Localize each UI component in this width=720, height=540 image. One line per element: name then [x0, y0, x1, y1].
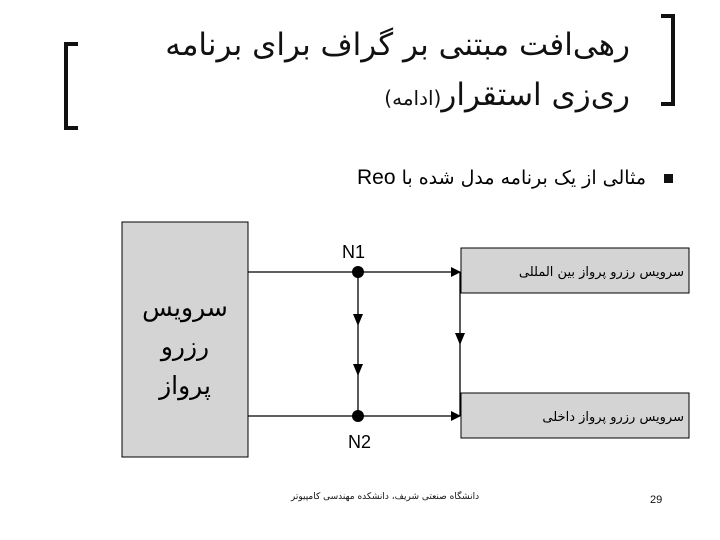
node-n2-dot: [352, 410, 364, 422]
node-n1-label: N1: [342, 242, 366, 262]
service-box-label: [122, 288, 248, 405]
node-n1-dot: [352, 266, 364, 278]
international-label-text: سرویس رزرو پرواز بین المللی: [518, 265, 684, 280]
service-line-1: سرویس: [142, 293, 228, 322]
title-main: ری‌زی استقرار: [441, 77, 630, 113]
title-suffix: (ادامه): [384, 86, 442, 110]
left-down-arrow-2: [353, 364, 363, 376]
domestic-label-text: سرویس رزرو پرواز داخلی: [542, 410, 684, 425]
footer-affiliation: دانشگاه صنعتی شریف، دانشکده مهندسی کامپیوتر: [290, 492, 480, 502]
bullet-text-reo: Reo: [357, 166, 396, 189]
bullet-text-main: مثالی از یک برنامه مدل شده با: [401, 167, 646, 189]
right-down-arrow: [455, 333, 465, 345]
left-down-arrow-1: [353, 314, 363, 326]
page-number: 29: [650, 494, 663, 506]
node-n2-label: N2: [348, 432, 372, 452]
title-line-1: رهی‌افت مبتنی بر گراف برای برنامه: [165, 27, 630, 63]
service-line-2: رزرو: [160, 332, 210, 361]
service-line-3: پرواز: [159, 371, 211, 400]
